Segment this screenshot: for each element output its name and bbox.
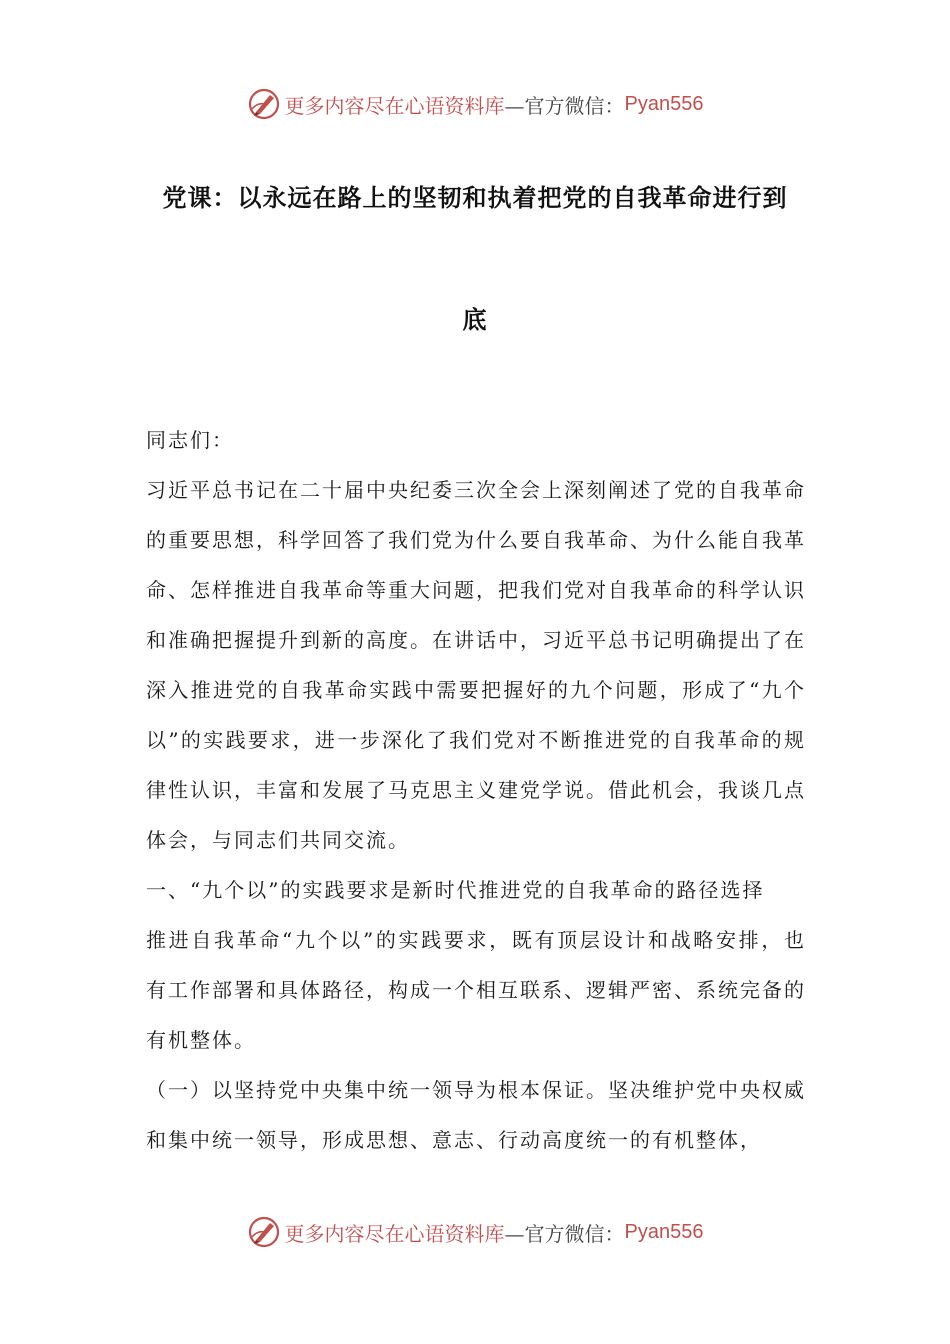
paragraph-salutation: 同志们： (146, 428, 234, 452)
paragraph-section-1: 推进自我革命“九个以”的实践要求，既有顶层设计和战略安排，也有工作部署和具体路径，构成一个相互联系、逻辑严密、系统完备的有机整体。 (146, 928, 806, 1052)
paragraph-point-1: （一）以坚持党中央集中统一领导为根本保证。坚决维护党中央权威和集中统一领导，形成思想、意志、行动高度统一的有机整体， (146, 1078, 806, 1152)
document-body (146, 415, 806, 1165)
paragraph-intro: 习近平总书记在二十届中央纪委三次全会上深刻阐述了党的自我革命的重要思想，科学回答了我们党为什么要自我革命、为什么能自我革命、怎样推进自我革命等重大问题，把我们党对自我革命的科学认识和准确把握提升到新的高度。在讲话中，习近平总书记明确提出了在深入推进党的自我革命实践中需要把握好的九个问题，形成了“九个以”的实践要求，进一步深化了我们党对不断推进党的自我革命的规律性认识，丰富和发展了马克思主义建党学说。借此机会，我谈几点体会，与同志们共同交流。 (146, 478, 806, 852)
pen-logo-icon (247, 1215, 281, 1249)
header-contact-label: —官方微信： (504, 93, 625, 118)
footer-contact-label: —官方微信： (504, 1221, 625, 1246)
pen-logo-icon (247, 87, 281, 121)
document-title-line-1: 党课：以永远在路上的坚韧和执着把党的自我革命进行到 (162, 184, 788, 212)
footer-banner (0, 1212, 950, 1252)
document-title-line-2: 底 (462, 306, 488, 334)
footer-wechat-id: Pyan556 (624, 1220, 704, 1243)
header-slogan: 更多内容尽在心语资料库 (284, 93, 505, 118)
footer-slogan: 更多内容尽在心语资料库 (284, 1221, 505, 1246)
section-heading-1: 一、“九个以”的实践要求是新时代推进党的自我革命的路径选择 (146, 878, 765, 902)
header-banner (0, 84, 950, 124)
header-wechat-id: Pyan556 (624, 92, 704, 115)
